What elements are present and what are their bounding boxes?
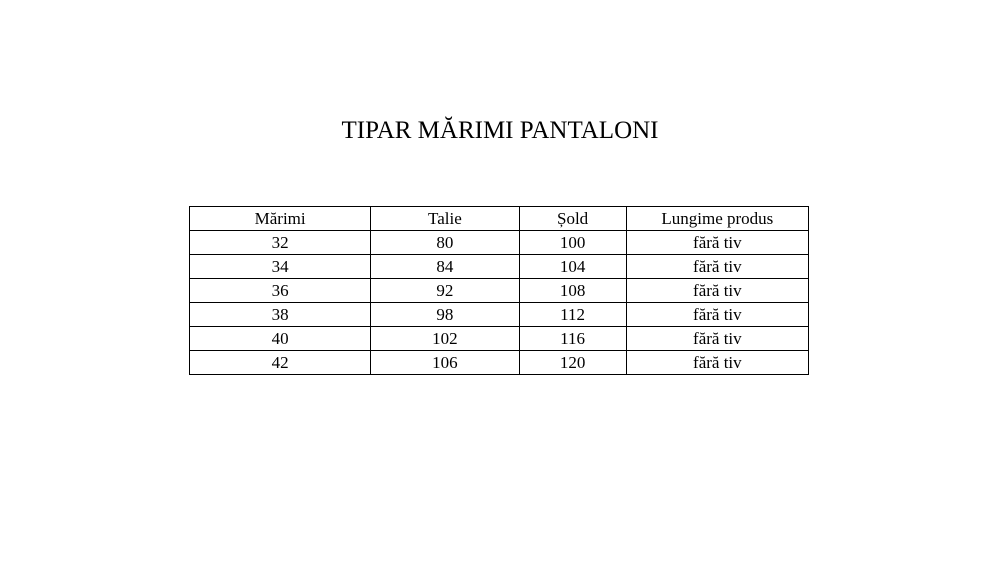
cell-sold: 116 xyxy=(519,327,626,351)
cell-marime: 40 xyxy=(190,327,371,351)
cell-lungime: fără tiv xyxy=(626,327,808,351)
table-row xyxy=(190,327,809,351)
cell-sold: 104 xyxy=(519,255,626,279)
table-row xyxy=(190,303,809,327)
table-header-row xyxy=(190,207,809,231)
cell-talie: 102 xyxy=(371,327,519,351)
cell-talie: 80 xyxy=(371,231,519,255)
table-row xyxy=(190,279,809,303)
header-lungime-produs: Lungime produs xyxy=(626,207,808,231)
cell-lungime: fără tiv xyxy=(626,303,808,327)
cell-marime: 38 xyxy=(190,303,371,327)
table-row xyxy=(190,351,809,375)
cell-marime: 32 xyxy=(190,231,371,255)
cell-lungime: fără tiv xyxy=(626,351,808,375)
cell-lungime: fără tiv xyxy=(626,255,808,279)
cell-talie: 92 xyxy=(371,279,519,303)
header-marimi: Mărimi xyxy=(190,207,371,231)
cell-lungime: fără tiv xyxy=(626,279,808,303)
cell-sold: 108 xyxy=(519,279,626,303)
cell-lungime: fără tiv xyxy=(626,231,808,255)
cell-marime: 42 xyxy=(190,351,371,375)
cell-talie: 84 xyxy=(371,255,519,279)
cell-sold: 112 xyxy=(519,303,626,327)
table-row xyxy=(190,231,809,255)
header-sold: Șold xyxy=(519,207,626,231)
cell-talie: 98 xyxy=(371,303,519,327)
cell-sold: 100 xyxy=(519,231,626,255)
page-title: TIPAR MĂRIMI PANTALONI xyxy=(341,117,659,144)
cell-sold: 120 xyxy=(519,351,626,375)
cell-marime: 36 xyxy=(190,279,371,303)
table-row xyxy=(190,255,809,279)
size-table xyxy=(189,206,809,375)
header-talie: Talie xyxy=(371,207,519,231)
cell-marime: 34 xyxy=(190,255,371,279)
cell-talie: 106 xyxy=(371,351,519,375)
